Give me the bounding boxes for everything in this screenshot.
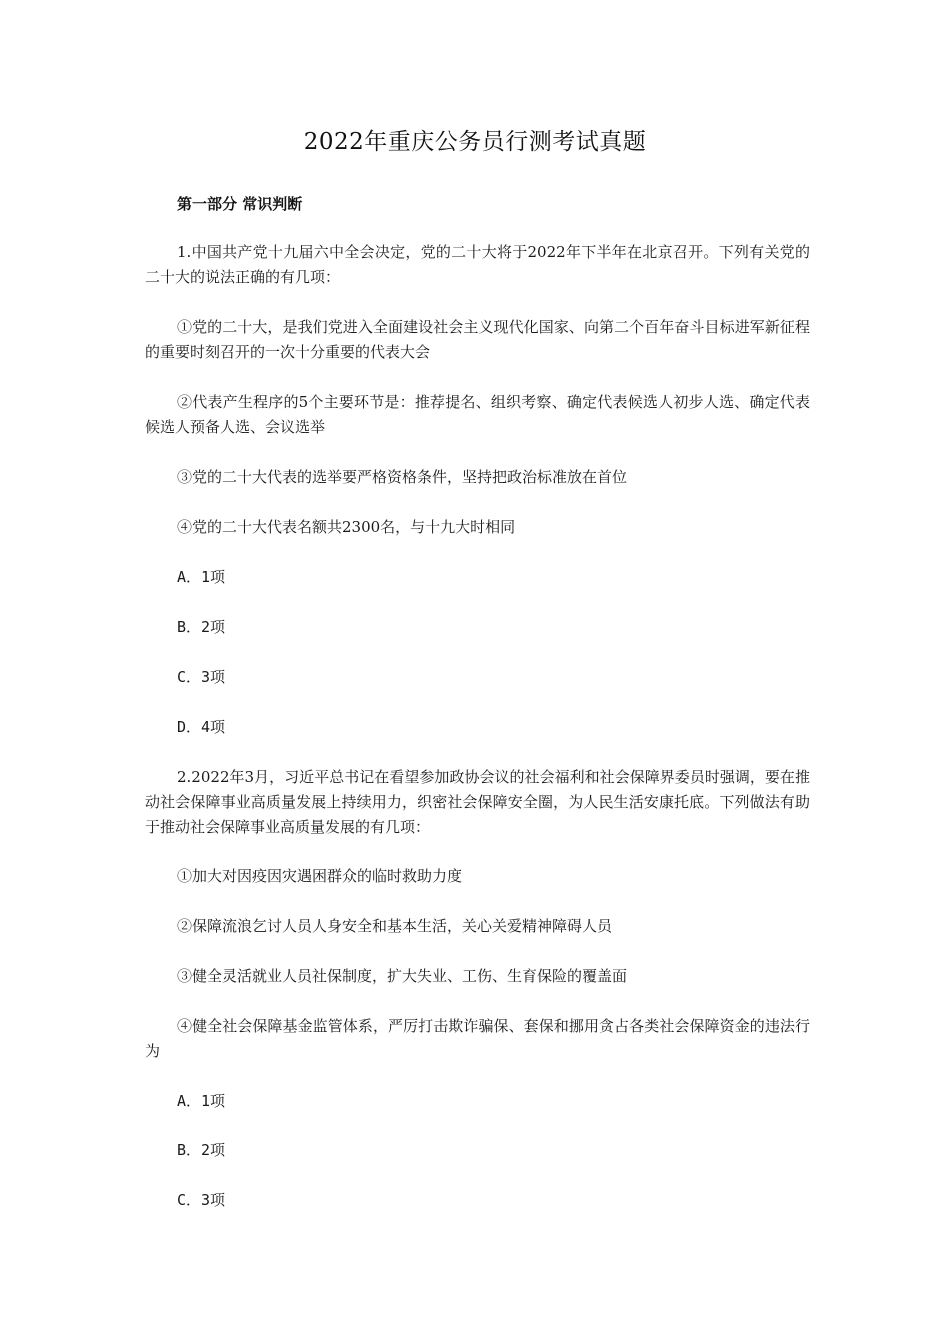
section-heading: 第一部分 常识判断 xyxy=(177,195,303,213)
question-1-option-c: C．3项 xyxy=(177,668,226,686)
question-2-item-2: ②保障流浪乞讨人员人身安全和基本生活，关心关爱精神障碍人员 xyxy=(177,917,613,935)
question-1-item-4: ④党的二十大代表名额共2300名，与十九大时相同 xyxy=(177,518,516,536)
question-2-stem: 2.2022年3月，习近平总书记在看望参加政协会议的社会福利和社会保障界委员时强调，要在推动社会保障事业高质量发展上持续用力，织密社会保障安全圈，为人民生活安康托底。下列做法有助于推动社会保障事业高质量发展的有几项： xyxy=(145,768,810,836)
question-2-option-a: A．1项 xyxy=(177,1092,226,1110)
question-2-item-4: ④健全社会保障基金监管体系，严厉打击欺诈骗保、套保和挪用贪占各类社会保障资金的违法行为 xyxy=(145,1017,810,1060)
question-2-item-3: ③健全灵活就业人员社保制度，扩大失业、工伤、生育保险的覆盖面 xyxy=(177,967,628,985)
question-2-item-1: ①加大对因疫因灾遇困群众的临时救助力度 xyxy=(177,867,463,885)
question-1-stem: 1.中国共产党十九届六中全会决定，党的二十大将于2022年下半年在北京召开。下列有关党的二十大的说法正确的有几项： xyxy=(145,243,810,286)
question-1-item-2: ②代表产生程序的5个主要环节是：推荐提名、组织考察、确定代表候选人初步人选、确定代表候选人预备人选、会议选举 xyxy=(145,393,810,436)
question-1-item-1: ①党的二十大，是我们党进入全面建设社会主义现代化国家、向第二个百年奋斗目标进军新征程的重要时刻召开的一次十分重要的代表大会 xyxy=(145,318,810,361)
question-2-option-b: B．2项 xyxy=(177,1141,226,1159)
question-1-item-3: ③党的二十大代表的选举要严格资格条件，坚持把政治标准放在首位 xyxy=(177,468,628,486)
question-2-option-c: C．3项 xyxy=(177,1191,226,1209)
question-1-option-d: D．4项 xyxy=(177,718,226,736)
question-1-option-b: B．2项 xyxy=(177,618,226,636)
question-1-option-a: A．1项 xyxy=(177,568,226,586)
document-title: 2022年重庆公务员行测考试真题 xyxy=(303,129,647,155)
